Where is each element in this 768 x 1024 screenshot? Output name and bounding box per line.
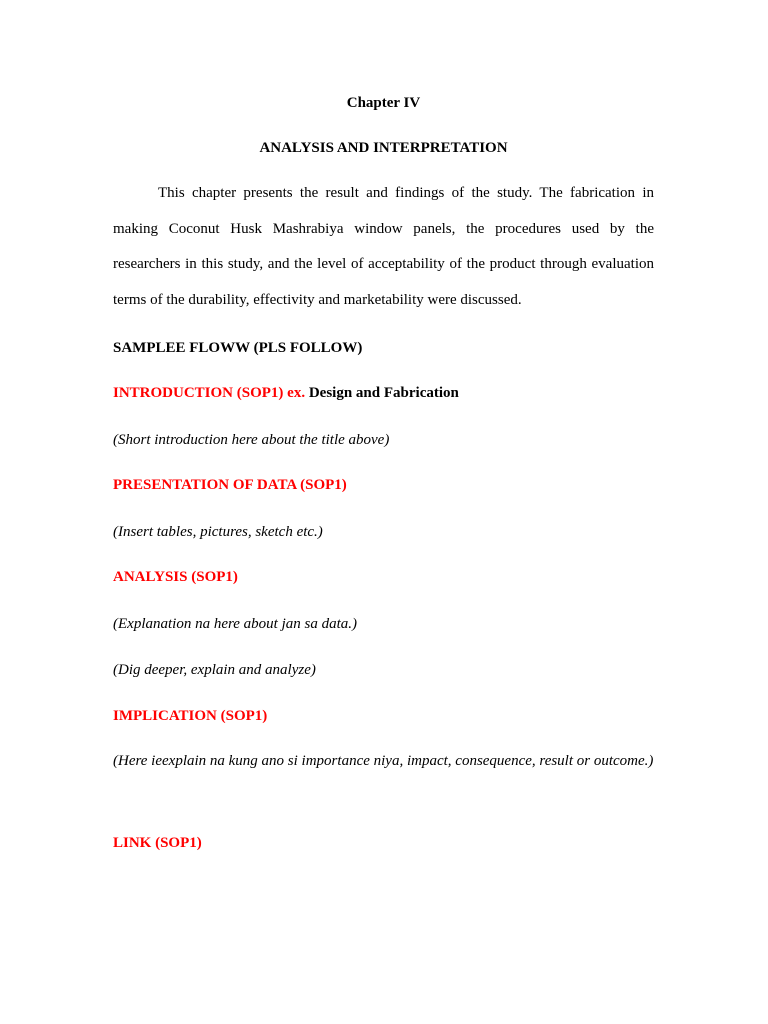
analysis-note-dig-deeper: (Dig deeper, explain and analyze)	[113, 662, 316, 678]
presentation-heading: PRESENTATION OF DATA (SOP1)	[113, 477, 347, 493]
presentation-note: (Insert tables, pictures, sketch etc.)	[113, 524, 323, 540]
introduction-note: (Short introduction here about the title above)	[113, 432, 390, 448]
analysis-note-explanation: (Explanation na here about jan sa data.)	[113, 616, 357, 632]
introduction-heading: INTRODUCTION (SOP1) ex.	[113, 385, 306, 401]
sample-flow-heading: SAMPLEE FLOWW (PLS FOLLOW)	[113, 340, 363, 356]
introduction-title: Design and Fabrication	[308, 385, 459, 401]
chapter-title: Chapter IV	[346, 95, 421, 111]
section-heading: ANALYSIS AND INTERPRETATION	[259, 140, 508, 156]
link-heading: LINK (SOP1)	[113, 835, 202, 851]
intro-paragraph: This chapter presents the result and findings of the study. The fabrication in making Coconut Husk Mashrabiya window panels, the procedures used by the researchers in this study, and the level of acceptability of the product through evaluation terms of the durability, effectivity and marketability were discussed.	[113, 185, 654, 308]
introduction-line	[113, 384, 654, 402]
implication-heading: IMPLICATION (SOP1)	[113, 708, 268, 724]
analysis-heading: ANALYSIS (SOP1)	[113, 569, 238, 585]
implication-note: (Here ieexplain na kung ano si importance niya, impact, consequence, result or outcome.)	[113, 753, 654, 769]
